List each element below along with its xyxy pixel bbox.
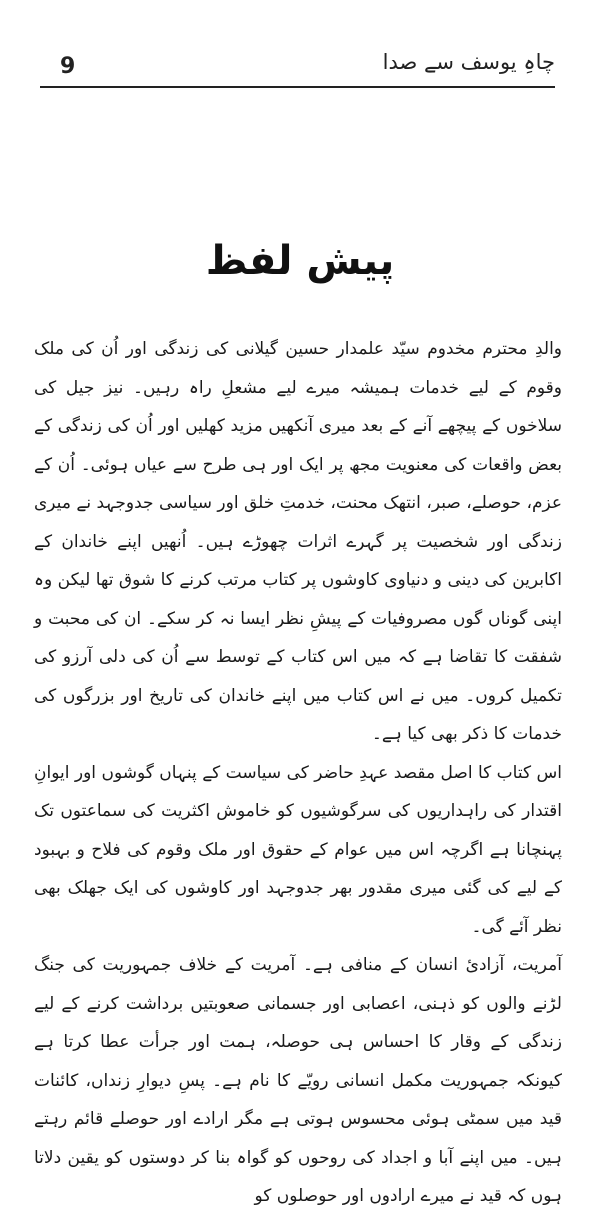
paragraph: آمریت، آزادیٔ انسان کے منافی ہے۔ آمریت کے خلاف جمہوریت کی جنگ لڑنے والوں کو ذہنی، اعصابی اور جسمانی صعوبتیں برداشت کرنے کے لیے زندگی کے وقار کا احساس ہی حوصلہ، ہمت اور جرأت عطا کرتا ہے کیونکہ جمہوریت مکمل انسانی رویّے کا نام ہے۔ پسِ دیوارِ زنداں، کائنات قید میں سمٹی ہوئی محسوس ہوتی ہے مگر ارادے اور حوصلے قائم رہتے ہیں۔ میں اپنے آبا و اجداد کی روحوں کو گواہ بنا کر دوستوں کو یقین دلاتا ہوں کہ قید نے میرے ارادوں اور حوصلوں کو: [34, 955, 562, 1206]
chapter-heading: پیش لفظ: [205, 238, 395, 284]
paragraph: والدِ محترم مخدوم سیّد علمدار حسین گیلانی کی زندگی اور اُن کی ملک وقوم کے لیے خدمات ہمیشہ میرے لیے مشعلِ راہ رہیں۔ نیز جیل کی سلاخوں کے پیچھے آنے کے بعد میری آنکھیں مزید کھلیں اور اُن کی زندگی کے بعض واقعات کی معنویت مجھ پر ایک اور ہی طرح سے عیاں ہوئی۔ اُن کے عزم، حوصلے، صبر، انتھک محنت، خدمتِ خلق اور سیاسی جدوجہد نے میری زندگی اور شخصیت پر گہرے اثرات چھوڑے ہیں۔ اُنھیں اپنے خاندان کے اکابرین کی دینی و دنیاوی کاوشوں پر کتاب مرتب کرنے کا شوق تھا لیکن وہ اپنی گوناں گوں مصروفیات کے پیشِ نظر ایسا نہ کر سکے۔ ان کی محبت و شفقت کا تقاضا ہے کہ میں اس کتاب کے توسط سے اُن کی دلی آرزو کی تکمیل کروں۔ میں نے اس کتاب میں اپنے خاندان کی تاریخ اور بزرگوں کی خدمات کا ذکر بھی کیا ہے۔: [34, 339, 562, 744]
page-number: 9: [60, 54, 76, 79]
paragraph: اس کتاب کا اصل مقصد عہدِ حاضر کی سیاست کے پنہاں گوشوں اور ایوانِ اقتدار کی راہداریوں کی سرگوشیوں کو خاموش اکثریت کی سماعتوں تک پہنچانا ہے اگرچہ اس میں عوام کے حقوق اور ملک وقوم کی فلاح و بہبود کے لیے کی گئی میری مقدور بھر جدوجہد اور کاوشوں کی ایک جھلک بھی نظر آئے گی۔: [34, 762, 562, 937]
body-text: [34, 330, 562, 1216]
page-header: [40, 50, 555, 88]
book-title: چاہِ یوسف سے صدا: [382, 50, 555, 74]
